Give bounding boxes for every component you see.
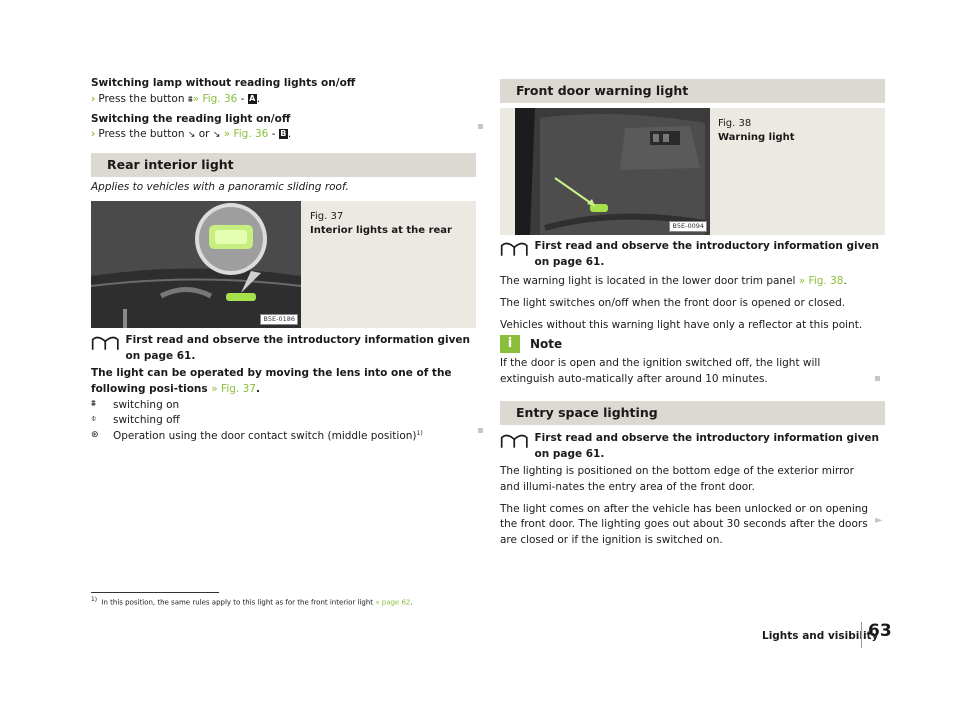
end-marker	[478, 124, 483, 129]
warning-text: First read and observe the introductory information given on page 61.	[534, 432, 880, 460]
left-column	[91, 76, 476, 143]
section-title-front-door-warning-light: Front door warning light	[500, 79, 885, 103]
figure-link[interactable]: » Fig. 38	[798, 275, 844, 287]
note-heading	[500, 335, 562, 353]
door-contact-icon: ⊛	[91, 430, 99, 440]
figure-link[interactable]: » Fig. 36	[220, 128, 269, 141]
warning-text: First read and observe the introductory information given on page 61.	[534, 240, 880, 268]
section-heading: Switching the reading light on/off	[91, 112, 291, 125]
interior-light-on-icon: ⩩	[91, 398, 96, 409]
body-text: The warning light is located in the lower door trim panel » Fig. 38. The light switches on/off when the front door is opened or closed. Vehicles without this warning light have only a reflector at this point.	[500, 275, 863, 331]
book-icon	[91, 333, 120, 353]
interior-light-off-icon: ⌽	[91, 414, 97, 425]
list-item: ⊛ Operation using the door contact switch (middle position) 1)	[91, 429, 476, 445]
continue-arrow-icon: ►	[875, 515, 883, 526]
figure-38	[500, 108, 885, 235]
figure-caption: Fig. 38 Warning light	[718, 118, 795, 143]
footer-divider	[861, 622, 862, 648]
section-heading: Switching lamp without reading lights on/off	[91, 77, 356, 89]
figure-37	[91, 201, 476, 328]
instruction-step: › Press the button ↘ or ↘ » Fig. 36 - B.	[91, 128, 292, 141]
figure-caption: Fig. 37 Interior lights at the rear	[310, 211, 452, 236]
figure-38-image	[515, 108, 710, 235]
section-title-entry-space-lighting: Entry space lighting	[500, 401, 885, 425]
book-icon	[500, 239, 529, 259]
reading-light-right-icon: ↘	[212, 130, 221, 141]
figure-37-image	[91, 201, 301, 328]
page-number: 63	[868, 621, 892, 641]
image-code: B5E-0186	[260, 314, 298, 325]
footnote-divider	[91, 592, 219, 593]
note-text: If the door is open and the ignition switched off, the light will extinguish auto-matically after around 10 minutes.	[500, 357, 821, 385]
figure-link[interactable]: » Fig. 37	[211, 382, 256, 395]
footer-section-name: Lights and visibility	[762, 630, 879, 642]
chevron-right-icon: ›	[91, 92, 96, 105]
key-label: A	[249, 93, 256, 103]
warning-block	[500, 431, 885, 463]
warning-block	[91, 333, 476, 365]
image-code: B5E-0094	[669, 221, 707, 232]
instruction-step: › Press the button ⩩» Fig. 36 - A.	[91, 92, 261, 105]
end-marker	[875, 376, 880, 381]
warning-block	[500, 239, 885, 271]
page-link[interactable]: » page 62	[375, 598, 411, 607]
key-label: B	[280, 129, 287, 139]
footnote: $^{1)}$ In this position, the same rules apply to this light as for the front interior light » page 62.	[91, 597, 413, 607]
note-label: Note	[530, 337, 563, 351]
info-icon: i	[500, 335, 520, 353]
warning-text: First read and observe the introductory information given on page 61.	[125, 334, 471, 362]
end-marker	[478, 428, 483, 433]
section-title-rear-interior-light: Rear interior light	[91, 153, 476, 177]
body-text: The lighting is positioned on the bottom edge of the exterior mirror and illumi-nates the entry area of the front door. The light comes on after the vehicle has been unlocked or on opening the front door. The lighting goes out about 30 seconds after the doors are closed or if the ignition is switched on.	[500, 465, 869, 546]
list-item: ⩩ switching on	[91, 398, 476, 414]
reading-light-left-icon: ↘	[187, 130, 196, 141]
interior-light-on-icon: ⩩	[187, 94, 193, 105]
body-text: The light can be operated by moving the lens into one of the following posi-tions » Fig. 37. ⩩ switching on ⌽ switching off ⊛ Operation using the door contact switch (middle position) 1)	[91, 366, 476, 445]
book-icon	[500, 431, 529, 451]
figure-link[interactable]: » Fig. 36	[192, 92, 238, 105]
section-subtitle: Applies to vehicles with a panoramic sliding roof.	[91, 181, 349, 193]
list-item: ⌽ switching off	[91, 413, 476, 429]
chevron-right-icon: ›	[91, 128, 96, 141]
